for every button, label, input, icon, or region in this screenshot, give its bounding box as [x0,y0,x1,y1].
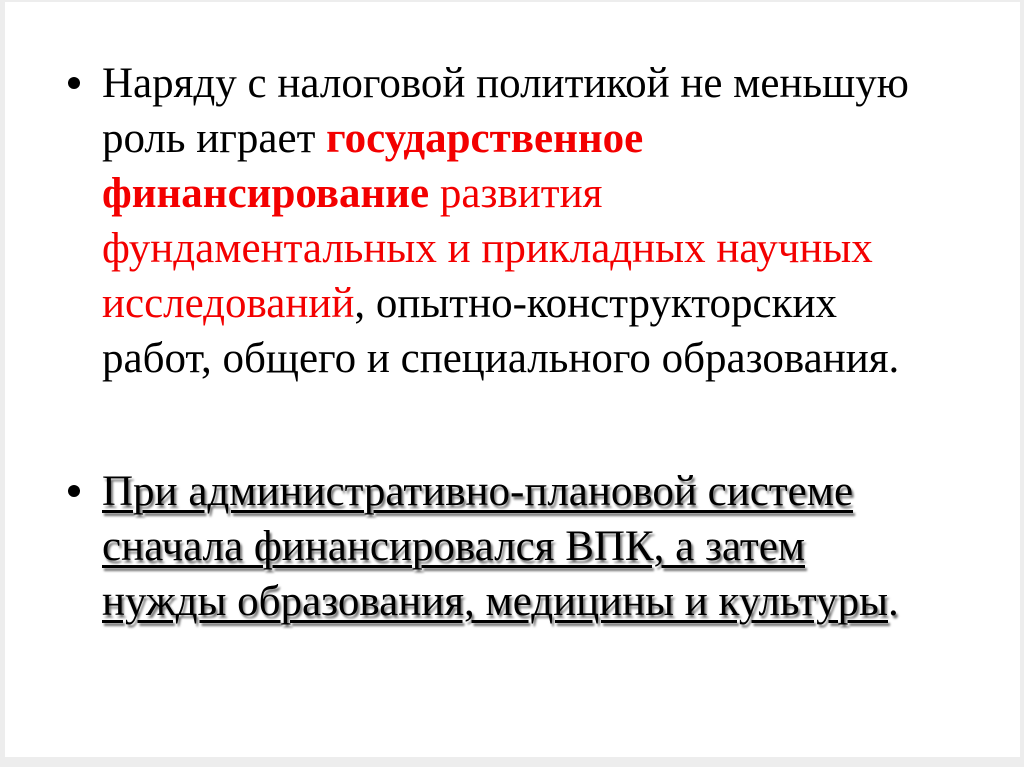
bullet-item-1 [63,56,1010,386]
text-line [102,519,899,574]
bullet-2-text [102,464,899,629]
text-segment-red: фундаментальных и прикладных научных [102,225,873,272]
text-line [102,464,899,519]
presentation-slide [5,2,1020,757]
text-segment-red: развития [429,170,603,217]
text-segment-underlined: При административно-плановой системе [102,468,854,515]
text-line [102,56,909,111]
text-line [102,331,909,386]
bullet-item-2 [63,464,1010,629]
text-line [102,166,909,221]
text-segment-red-bold: государственное [326,115,644,162]
text-segment: . [888,578,899,625]
text-segment: работ, общего и специального образования. [102,335,900,382]
text-line [102,221,909,276]
text-line [102,111,909,166]
text-line [102,574,899,629]
text-segment: роль играет [102,115,327,162]
text-segment: , опытно-конструкторских [354,280,838,327]
text-segment-underlined: сначала финансировался ВПК, а затем [102,523,805,570]
bullet-dot-icon [63,56,102,111]
text-segment: Наряду с налоговой политикой не меньшую [102,60,909,107]
text-segment-red-bold: финансирование [102,170,430,217]
bullet-list [63,56,1010,629]
bullet-1-text [102,56,909,386]
bullet-dot-icon [63,464,102,519]
text-segment-red: исследований [102,280,355,327]
text-segment-underlined: нужды образования, медицины и культуры [102,578,888,625]
text-line [102,276,909,331]
